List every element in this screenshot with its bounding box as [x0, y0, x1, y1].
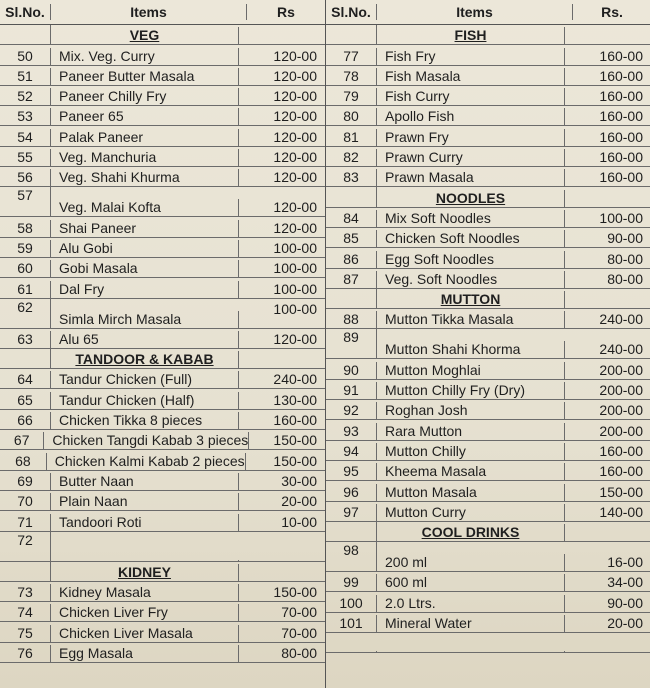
item-number: 70	[0, 493, 51, 510]
item-price: 100-00	[273, 260, 317, 277]
section-title: VEG	[51, 27, 239, 44]
item-number: 55	[0, 149, 51, 166]
item-number: 69	[0, 473, 51, 490]
item-price: 140-00	[599, 503, 643, 520]
item-name: 200 ml	[377, 554, 565, 571]
item-number: 71	[0, 514, 51, 531]
item-price: 150-00	[599, 483, 643, 500]
menu-item-row	[0, 622, 325, 642]
item-name: Mutton Curry	[377, 504, 565, 521]
menu-item-row	[326, 400, 650, 420]
item-price: 120-00	[273, 169, 317, 186]
item-number: 81	[326, 129, 377, 146]
item-name: Alu 65	[51, 331, 239, 348]
menu-item-row	[326, 45, 650, 65]
item-price: 160-00	[273, 412, 317, 429]
item-name: Plain Naan	[51, 493, 239, 510]
menu-item-row	[0, 126, 325, 146]
item-name: Chicken Tangdi Kabab 3 pieces	[44, 432, 249, 449]
item-name: Veg. Malai Kofta	[51, 199, 239, 216]
section-title: FISH	[377, 27, 565, 44]
item-price: 120-00	[273, 67, 317, 84]
item-number	[326, 187, 377, 206]
menu-item-row	[0, 643, 325, 663]
item-number: 79	[326, 88, 377, 105]
item-number: 76	[0, 645, 51, 662]
item-price: 150-00	[273, 432, 317, 449]
item-name: Rara Mutton	[377, 423, 565, 440]
item-name: Fish Curry	[377, 88, 565, 105]
header-rs: Rs	[277, 4, 295, 20]
item-number: 82	[326, 149, 377, 166]
item-name: Prawn Curry	[377, 149, 565, 166]
item-number: 93	[326, 423, 377, 440]
item-number	[0, 562, 51, 581]
item-name: Chicken Kalmi Kabab 2 pieces	[47, 453, 246, 470]
item-number: 57	[0, 187, 51, 216]
item-number: 98	[326, 542, 377, 571]
item-price: 100-00	[273, 280, 317, 297]
item-number: 63	[0, 331, 51, 348]
section-header-row	[326, 522, 650, 542]
item-number: 66	[0, 412, 51, 429]
item-name: Chicken Tikka 8 pieces	[51, 412, 239, 429]
header-row-left	[0, 0, 325, 25]
header-sl-no: Sl.No.	[326, 4, 377, 20]
item-name: Mutton Moghlai	[377, 362, 565, 379]
menu-item-row	[326, 359, 650, 379]
menu-item-row	[0, 389, 325, 409]
item-price: 34-00	[607, 574, 643, 591]
menu-item-row	[0, 66, 325, 86]
item-name: Fish Masala	[377, 68, 565, 85]
menu-item-row	[326, 66, 650, 86]
header-sl-no: Sl.No.	[0, 4, 51, 20]
item-number: 59	[0, 240, 51, 257]
section-title: COOL DRINKS	[377, 524, 565, 541]
item-number: 90	[326, 362, 377, 379]
section-header-row	[326, 187, 650, 207]
menu-item-row	[0, 450, 325, 470]
item-name	[377, 651, 565, 652]
item-name: Dal Fry	[51, 281, 239, 298]
item-name: Veg. Soft Noodles	[377, 271, 565, 288]
item-price	[239, 43, 325, 44]
item-price: 10-00	[281, 513, 317, 530]
menu-item-row	[326, 380, 650, 400]
item-price: 120-00	[273, 88, 317, 105]
item-price	[565, 206, 650, 207]
item-price: 120-00	[273, 330, 317, 347]
item-price: 160-00	[599, 88, 643, 105]
menu-item-row	[0, 147, 325, 167]
menu-item-row	[326, 441, 650, 461]
section-header-row	[326, 289, 650, 309]
menu-item-row	[0, 86, 325, 106]
item-name: Tandur Chicken (Half)	[51, 392, 239, 409]
item-name: Mutton Masala	[377, 484, 565, 501]
item-price: 200-00	[599, 422, 643, 439]
menu-item-row	[0, 106, 325, 126]
item-price: 80-00	[607, 270, 643, 287]
item-number	[326, 651, 377, 652]
section-header-row	[0, 349, 325, 369]
menu-item-row	[0, 430, 325, 450]
menu-item-row	[326, 592, 650, 612]
item-number: 78	[326, 68, 377, 85]
item-price: 200-00	[599, 361, 643, 378]
item-name: Mutton Chilly	[377, 443, 565, 460]
item-name	[51, 560, 239, 561]
item-price: 150-00	[273, 584, 317, 601]
item-number: 99	[326, 574, 377, 591]
menu-item-row	[326, 461, 650, 481]
item-name: Mix Soft Noodles	[377, 210, 565, 227]
item-number: 52	[0, 88, 51, 105]
item-number: 85	[326, 230, 377, 247]
item-price: 240-00	[273, 371, 317, 388]
item-price: 30-00	[281, 472, 317, 489]
item-price: 90-00	[607, 594, 643, 611]
item-number: 83	[326, 169, 377, 186]
menu-item-row	[0, 167, 325, 187]
menu-item-row	[326, 167, 650, 187]
item-name: Gobi Masala	[51, 260, 239, 277]
item-number	[0, 25, 51, 44]
menu-item-row	[326, 86, 650, 106]
menu-right-column	[325, 0, 650, 688]
menu-item-row	[326, 613, 650, 633]
item-name: Chicken Liver Masala	[51, 625, 239, 642]
item-price: 240-00	[599, 311, 643, 328]
item-name: Kidney Masala	[51, 584, 239, 601]
item-price: 160-00	[599, 128, 643, 145]
item-number: 96	[326, 484, 377, 501]
menu-item-row	[326, 329, 650, 359]
item-price: 160-00	[599, 442, 643, 459]
item-name: Mutton Shahi Khorma	[377, 341, 565, 358]
item-name: Chicken Soft Noodles	[377, 230, 565, 247]
item-number: 50	[0, 48, 51, 65]
item-name: Mutton Tikka Masala	[377, 311, 565, 328]
item-number: 84	[326, 210, 377, 227]
item-price: 160-00	[599, 149, 643, 166]
item-number: 89	[326, 329, 377, 358]
item-name: Kheema Masala	[377, 463, 565, 480]
item-price: 100-00	[273, 300, 317, 317]
item-price: 160-00	[599, 108, 643, 125]
item-number: 72	[0, 532, 51, 561]
section-title: KIDNEY	[51, 564, 239, 581]
item-price: 130-00	[273, 391, 317, 408]
item-number: 54	[0, 129, 51, 146]
item-name: Tandoori Roti	[51, 514, 239, 531]
menu-item-row	[0, 187, 325, 217]
item-name: Egg Masala	[51, 645, 239, 662]
header-items: Items	[51, 4, 247, 20]
item-number: 61	[0, 281, 51, 298]
item-number: 94	[326, 443, 377, 460]
item-name: Roghan Josh	[377, 402, 565, 419]
item-name: Egg Soft Noodles	[377, 251, 565, 268]
item-price: 120-00	[273, 128, 317, 145]
menu-item-row	[0, 45, 325, 65]
menu-item-row	[326, 248, 650, 268]
item-price: 160-00	[599, 47, 643, 64]
item-name: Alu Gobi	[51, 240, 239, 257]
item-number: 88	[326, 311, 377, 328]
menu-item-row	[326, 542, 650, 572]
header-row-right	[326, 0, 650, 25]
item-price: 200-00	[599, 402, 643, 419]
menu-item-row	[0, 238, 325, 258]
item-name: Palak Paneer	[51, 129, 239, 146]
item-number: 91	[326, 382, 377, 399]
item-price: 160-00	[599, 169, 643, 186]
item-name: Paneer Chilly Fry	[51, 88, 239, 105]
header-rs: Rs.	[601, 4, 623, 20]
item-name: Mineral Water	[377, 615, 565, 632]
item-price	[565, 307, 650, 308]
item-number: 100	[326, 595, 377, 612]
item-name: Tandur Chicken (Full)	[51, 371, 239, 388]
section-header-row	[0, 562, 325, 582]
menu-item-row	[0, 299, 325, 329]
item-number: 92	[326, 402, 377, 419]
item-number: 101	[326, 615, 377, 632]
item-price	[239, 560, 325, 561]
item-name: Shai Paneer	[51, 220, 239, 237]
item-number: 58	[0, 220, 51, 237]
item-name: Mutton Chilly Fry (Dry)	[377, 382, 565, 399]
item-number: 56	[0, 169, 51, 186]
item-name: Mix. Veg. Curry	[51, 48, 239, 65]
menu-item-row	[0, 491, 325, 511]
menu-list-right	[326, 25, 650, 653]
item-price: 80-00	[607, 250, 643, 267]
menu-item-row	[0, 511, 325, 531]
item-number: 51	[0, 68, 51, 85]
menu-item-row	[326, 106, 650, 126]
menu-item-row	[326, 420, 650, 440]
item-price: 90-00	[607, 230, 643, 247]
item-name: Apollo Fish	[377, 108, 565, 125]
section-title: MUTTON	[377, 291, 565, 308]
menu-item-row	[326, 269, 650, 289]
header-items: Items	[377, 4, 573, 20]
item-number: 68	[0, 453, 47, 470]
item-number: 77	[326, 48, 377, 65]
item-price: 120-00	[273, 219, 317, 236]
item-price: 240-00	[599, 341, 643, 358]
item-number: 86	[326, 251, 377, 268]
item-name: Fish Fry	[377, 48, 565, 65]
item-name: Paneer Butter Masala	[51, 68, 239, 85]
menu-item-row	[0, 582, 325, 602]
item-number	[326, 25, 377, 44]
item-name: Prawn Masala	[377, 169, 565, 186]
item-name: 600 ml	[377, 574, 565, 591]
item-number: 64	[0, 371, 51, 388]
item-name: Chicken Liver Fry	[51, 604, 239, 621]
item-price: 70-00	[281, 604, 317, 621]
item-price: 100-00	[273, 239, 317, 256]
item-price: 120-00	[273, 149, 317, 166]
item-price: 160-00	[599, 463, 643, 480]
item-price: 120-00	[273, 108, 317, 125]
menu-item-row	[0, 532, 325, 562]
item-number: 74	[0, 604, 51, 621]
item-price: 20-00	[607, 615, 643, 632]
item-name: Prawn Fry	[377, 129, 565, 146]
menu-item-row	[0, 471, 325, 491]
item-number	[326, 289, 377, 308]
item-price: 100-00	[599, 209, 643, 226]
section-title: NOODLES	[377, 190, 565, 207]
item-name: 2.0 Ltrs.	[377, 595, 565, 612]
menu-list-left	[0, 25, 325, 663]
menu-item-row	[0, 369, 325, 389]
menu-item-row	[326, 126, 650, 146]
item-number	[326, 522, 377, 541]
menu-item-row	[326, 309, 650, 329]
menu-item-row	[326, 502, 650, 522]
menu-item-row	[326, 228, 650, 248]
item-price	[565, 540, 650, 541]
item-price: 16-00	[607, 554, 643, 571]
item-number: 62	[0, 299, 51, 328]
item-name: Butter Naan	[51, 473, 239, 490]
item-number	[0, 349, 51, 368]
item-price: 80-00	[281, 645, 317, 662]
item-price: 120-00	[273, 47, 317, 64]
menu-item-row	[0, 258, 325, 278]
item-price	[565, 43, 650, 44]
menu-item-row	[0, 278, 325, 298]
section-header-row	[0, 25, 325, 45]
item-name: Veg. Shahi Khurma	[51, 169, 239, 186]
menu-item-row	[0, 410, 325, 430]
menu-item-row	[0, 217, 325, 237]
menu-item-row	[0, 329, 325, 349]
item-name: Veg. Manchuria	[51, 149, 239, 166]
menu-item-row	[0, 602, 325, 622]
item-number: 60	[0, 260, 51, 277]
item-price	[239, 367, 325, 368]
item-price: 70-00	[281, 624, 317, 641]
section-title: TANDOOR & KABAB	[51, 351, 239, 368]
item-number: 65	[0, 392, 51, 409]
menu-item-row	[326, 572, 650, 592]
item-name: Paneer 65	[51, 108, 239, 125]
menu-item-row	[326, 633, 650, 653]
item-number: 97	[326, 504, 377, 521]
item-price: 200-00	[599, 382, 643, 399]
item-number: 95	[326, 463, 377, 480]
item-price: 150-00	[273, 452, 317, 469]
item-number: 75	[0, 625, 51, 642]
item-price: 160-00	[599, 67, 643, 84]
item-price: 20-00	[281, 493, 317, 510]
section-header-row	[326, 25, 650, 45]
item-price	[565, 651, 650, 652]
item-price: 120-00	[273, 199, 317, 216]
item-name: Simla Mirch Masala	[51, 311, 239, 328]
item-number: 80	[326, 108, 377, 125]
item-number: 73	[0, 584, 51, 601]
item-number: 87	[326, 271, 377, 288]
item-number: 67	[0, 432, 44, 449]
menu-item-row	[326, 481, 650, 501]
item-price	[239, 580, 325, 581]
item-number: 53	[0, 108, 51, 125]
menu-item-row	[326, 147, 650, 167]
menu-item-row	[326, 208, 650, 228]
